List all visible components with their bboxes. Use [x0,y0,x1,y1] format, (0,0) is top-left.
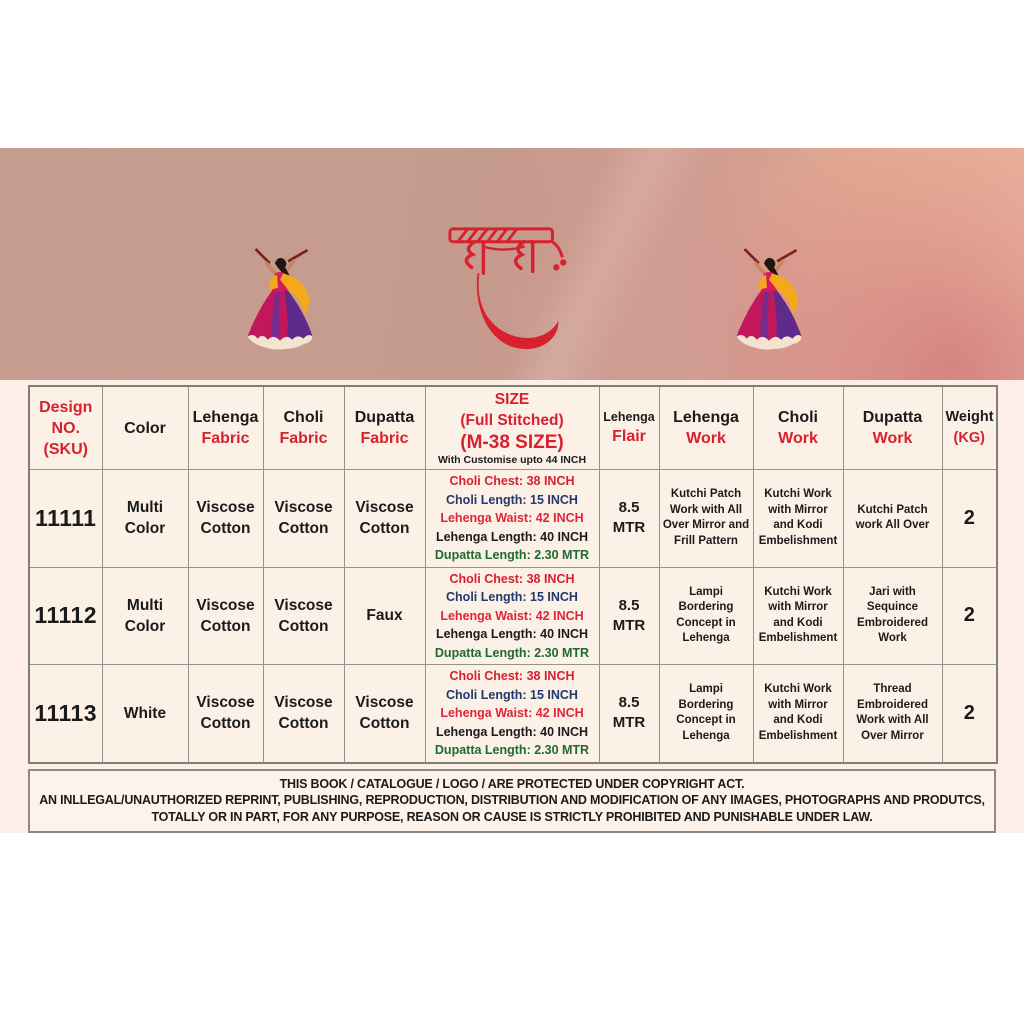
table-row [29,567,997,665]
size-lehenga-length: Lehenga Length: 40 INCH [435,627,589,641]
cell-lehenga-flair: 8.5 MTR [599,470,659,568]
copyright-notice [28,769,996,834]
col-header-lehenga-fabric [188,386,263,470]
col-header-color [102,386,188,470]
cell-weight: 2 [942,567,997,665]
header-note: With Customise upto 44 INCH [437,454,587,466]
cell-size [425,567,599,665]
cell-size [425,470,599,568]
header-label: Color [124,419,166,437]
size-choli-chest: Choli Chest: 38 INCH [449,474,575,488]
size-choli-chest: Choli Chest: 38 INCH [449,571,575,586]
size-lehenga-length: Lehenga Length: 40 INCH [435,724,589,739]
cell-sku: 11112 [29,567,102,665]
cell-lehenga-work: Lampi Bordering Concept in Lehenga [659,567,753,665]
cell-lehenga-work: Lampi Bordering Concept in Lehenga [659,665,753,763]
header-label: Lehenga [673,409,739,426]
cell-sku: 11111 [29,470,102,568]
header-label: Fabric [201,430,250,447]
header-label: (KG) [953,430,985,446]
header-label: Fabric [279,430,328,447]
cell-dupatta-work: Jari with Sequince Embroidered Work [843,567,942,665]
col-header-lehenga-work [659,386,753,470]
size-lehenga-waist: Lehenga Waist: 42 INCH [440,608,584,623]
size-chart-table [28,385,998,764]
cell-color: White [102,665,188,763]
cell-sku: 11113 [29,665,102,763]
cell-lehenga-fabric: Viscose Cotton [188,665,263,763]
col-header-size [425,386,599,470]
header-label: Dupatta [862,409,923,426]
cell-choli-fabric: Viscose Cotton [263,665,344,763]
cell-color: Multi Color [102,470,188,568]
dandiya-dancer-icon [227,243,333,357]
cell-lehenga-fabric: Viscose Cotton [188,567,263,665]
col-header-dupatta-fabric [344,386,425,470]
header-label: Lehenga [603,410,655,424]
cell-weight: 2 [942,665,997,763]
header-label: Weight [945,409,994,425]
cell-color: Multi Color [102,567,188,665]
col-header-dupatta-work [843,386,942,470]
col-header-weight [942,386,997,470]
col-header-lehenga-flair [599,386,659,470]
header-label: (Full Stitched) [460,412,564,429]
header-label: Lehenga [192,409,259,426]
cell-dupatta-work: Kutchi Patch work All Over [843,470,942,568]
cell-weight: 2 [942,470,997,568]
size-dupatta-length: Dupatta Length: 2.30 MTR [434,645,590,660]
size-dupatta-length: Dupatta Length: 2.30 MTR [434,548,590,562]
size-lehenga-waist: Lehenga Waist: 42 INCH [440,706,584,720]
cell-size [425,665,599,763]
cell-dupatta-work: Thread Embroidered Work with All Over Mirror [843,665,942,763]
size-dupatta-length: Dupatta Length: 2.30 MTR [434,743,590,757]
size-lehenga-length: Lehenga Length: 40 INCH [435,529,589,544]
col-header-design-sku [29,386,102,470]
size-lehenga-waist: Lehenga Waist: 42 INCH [440,511,584,525]
content-area [0,380,1024,833]
dandiya-dancer-icon [716,243,822,357]
cell-choli-work: Kutchi Work with Mirror and Kodi Embelishment [753,470,843,568]
cell-choli-fabric: Viscose Cotton [263,470,344,568]
col-header-choli-fabric [263,386,344,470]
header-label: Dupatta [354,409,415,426]
cell-lehenga-flair: 8.5 MTR [599,665,659,763]
header-label: Work [872,430,913,447]
table-row [29,665,997,763]
cell-dupatta-fabric: Faux [344,567,425,665]
header-label: Choli [283,409,324,426]
cell-dupatta-fabric: Viscose Cotton [344,470,425,568]
header-label: SIZE [494,391,530,408]
cell-choli-work: Kutchi Work with Mirror and Kodi Embelishment [753,567,843,665]
table-row [29,470,997,568]
cell-dupatta-fabric: Viscose Cotton [344,665,425,763]
cell-choli-fabric: Viscose Cotton [263,567,344,665]
header-label: (SKU) [43,440,88,458]
header-label: Design [39,398,93,416]
header-label: NO. [51,419,80,437]
copyright-line: AN INLLEGAL/UNAUTHORIZED REPRINT, PUBLISHING, REPRODUCTION, DISTRIBUTION AND MODIFICATION OF ANY IMAGES, PHOTOGRAPHS AND PRODUTCS, [39,793,985,807]
copyright-line: THIS BOOK / CATALOGUE / LOGO / ARE PROTECTED UNDER COPYRIGHT ACT. [279,776,745,791]
copyright-line: TOTALLY OR IN PART, FOR ANY PURPOSE, REASON OR CAUSE IS STRICTLY PROHIBITED AND PUNISHABLE UNDER LAW. [151,809,873,824]
header-row [29,386,997,470]
brand-banner [0,148,1024,380]
cell-choli-work: Kutchi Work with Mirror and Kodi Embelishment [753,665,843,763]
size-choli-length: Choli Length: 15 INCH [446,590,578,604]
cell-lehenga-work: Kutchi Patch Work with All Over Mirror and Frill Pattern [659,470,753,568]
raas-logo [428,222,596,360]
cell-lehenga-flair: 8.5 MTR [599,567,659,665]
size-choli-length: Choli Length: 15 INCH [446,687,578,702]
cell-lehenga-fabric: Viscose Cotton [188,470,263,568]
header-label: Work [778,430,818,447]
header-label: (M-38 SIZE) [460,432,564,453]
header-label: Choli [778,409,818,426]
header-label: Flair [612,428,646,445]
header-label: Work [686,430,726,447]
header-label: Fabric [360,430,409,447]
col-header-choli-work [753,386,843,470]
size-choli-chest: Choli Chest: 38 INCH [449,669,575,683]
size-choli-length: Choli Length: 15 INCH [446,492,578,507]
